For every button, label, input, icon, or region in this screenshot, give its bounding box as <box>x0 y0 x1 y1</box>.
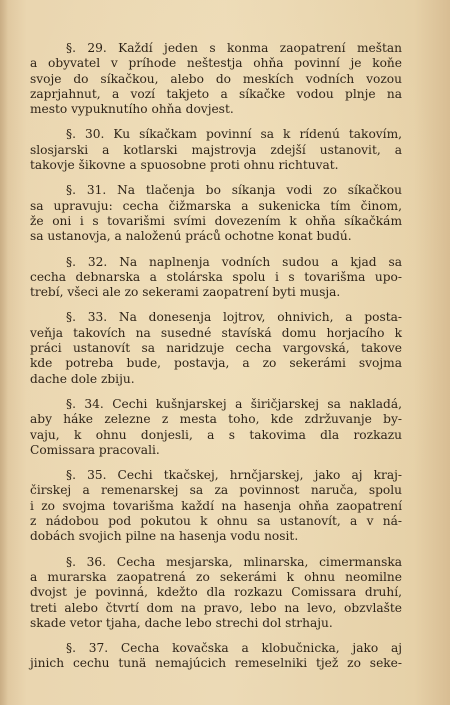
paragraph <box>30 468 402 544</box>
paragraph-gap <box>30 631 402 641</box>
paragraph <box>30 41 402 117</box>
paragraph-line: sa upravuju: cecha čižmarska a sukenicka tím činom, <box>30 198 402 213</box>
paragraph-line: dache dole zbiju. <box>30 371 135 386</box>
paragraph-first-line: §. 29. Každí jeden s konma zaopatrení meštan <box>66 41 402 55</box>
paragraph-line: i zo svojma tovarišma každí na hasenja ohňa zaopatrení <box>30 498 402 513</box>
paragraph-line: vaju, k ohnu donjesli, a s takovima dla rozkazu <box>30 427 402 442</box>
paragraph-first-line: §. 33. Na donesenja lojtrov, ohnivich, a posta- <box>66 310 402 325</box>
paragraph <box>30 127 402 173</box>
paragraph-line: slosjarski a kotlarski majstrovja zdejší ustanovit, a <box>30 142 402 157</box>
paragraph-line: práci ustanovít sa naridzuje cecha vargovská, takove <box>30 341 402 356</box>
paragraph-line: trebí, všeci ale zo sekerami zaopatrení byti musja. <box>30 285 341 300</box>
paragraph <box>30 641 402 672</box>
paragraph-first-line: §. 37. Cecha kovačska a klobučnicka, jako aj <box>66 641 402 656</box>
paragraph-line: dobách svojich pilne na hasenja vodu nosit. <box>30 529 299 544</box>
paragraph-first-line: §. 32. Na naplnenja vodních sudou a kjad sa <box>66 254 402 269</box>
paragraph-first-line: §. 30. Ku síkačkam povinní sa k rídenú takovím, <box>66 127 402 142</box>
paragraph-line: veňja takovích na susedné stavíská domu horjacího k <box>30 325 402 340</box>
paragraph-gap <box>30 300 402 310</box>
paragraph-line: a murarska zaopatrená zo sekerámi k ohnu neomilne <box>30 569 402 584</box>
paragraph-gap <box>30 245 402 255</box>
paragraph-first-line: §. 36. Cecha mesjarska, mlinarska, cimermanska <box>66 554 402 569</box>
paragraph-line: treti alebo čtvrtí dom na pravo, lebo na levo, obzvlašte <box>30 600 402 615</box>
paragraph-gap <box>30 173 402 183</box>
paragraph-line: sa ustanovja, a naloženú práců ochotne konat budú. <box>30 229 352 244</box>
paragraph <box>30 255 402 301</box>
paragraph <box>30 397 402 458</box>
paragraph-line: že oni i s tovarišmi svími dovezením k ohňa síkačkám <box>30 213 402 228</box>
paragraph-first-line: §. 31. Na tlačenja bo síkanja vodi zo síkačkou <box>66 183 402 198</box>
paragraph-line: svoje do síkačkou, alebo do meskích vodních vozou <box>30 71 402 86</box>
paragraph-gap <box>30 458 402 468</box>
paragraph-line: skade vetor tjaha, dache lebo strechi dol strhaju. <box>30 615 333 630</box>
document-text <box>30 41 402 672</box>
paragraph <box>30 555 402 631</box>
paragraph-gap <box>30 387 402 397</box>
paragraph-gap <box>30 545 402 555</box>
paragraph-line: zaprjahnut, a vozí takjeto a síkačke vodou plnje na <box>30 86 402 101</box>
paragraph-line: čirskej a remenarskej sa za povinnost naruča, spolu <box>30 483 402 498</box>
paragraph-line: dvojst je povinná, kdežto dla rozkazu Comissara druhí, <box>30 585 402 600</box>
paragraph-line: Comissara pracovali. <box>30 442 160 457</box>
paragraph-first-line: §. 34. Cechi kušnjarskej a širičjarskej sa nakladá, <box>66 396 402 411</box>
paragraph <box>30 183 402 244</box>
paragraph-line: cecha debnarska a stolárska spolu i s tovarišma upo- <box>30 269 402 284</box>
paragraph-first-line: §. 35. Cechi tkačskej, hrnčjarskej, jako aj kraj- <box>66 468 402 483</box>
paragraph-line: mesto vypuknutího ohňa dovjest. <box>30 102 234 117</box>
paragraph-gap <box>30 117 402 127</box>
paragraph-line: jinich cechu tunä nemajúcich remeselniki tjež zo seke- <box>30 656 402 671</box>
paragraph-line: a obyvatel v príhode neštestja ohňa povinní je koňe <box>30 56 402 71</box>
paragraph-line: takovje šikovne a spuosobne proti ohnu richtuvat. <box>30 158 339 173</box>
paragraph-line: kde potreba bude, postavja, a zo sekerámi svojma <box>30 356 402 371</box>
paragraph-line: aby háke zelezne z mesta toho, kde zdržuvanje by- <box>30 412 402 427</box>
paragraph <box>30 310 402 386</box>
paragraph-line: z nádobou pod pokutou k ohnu sa ustanovít, a v ná- <box>30 514 402 529</box>
